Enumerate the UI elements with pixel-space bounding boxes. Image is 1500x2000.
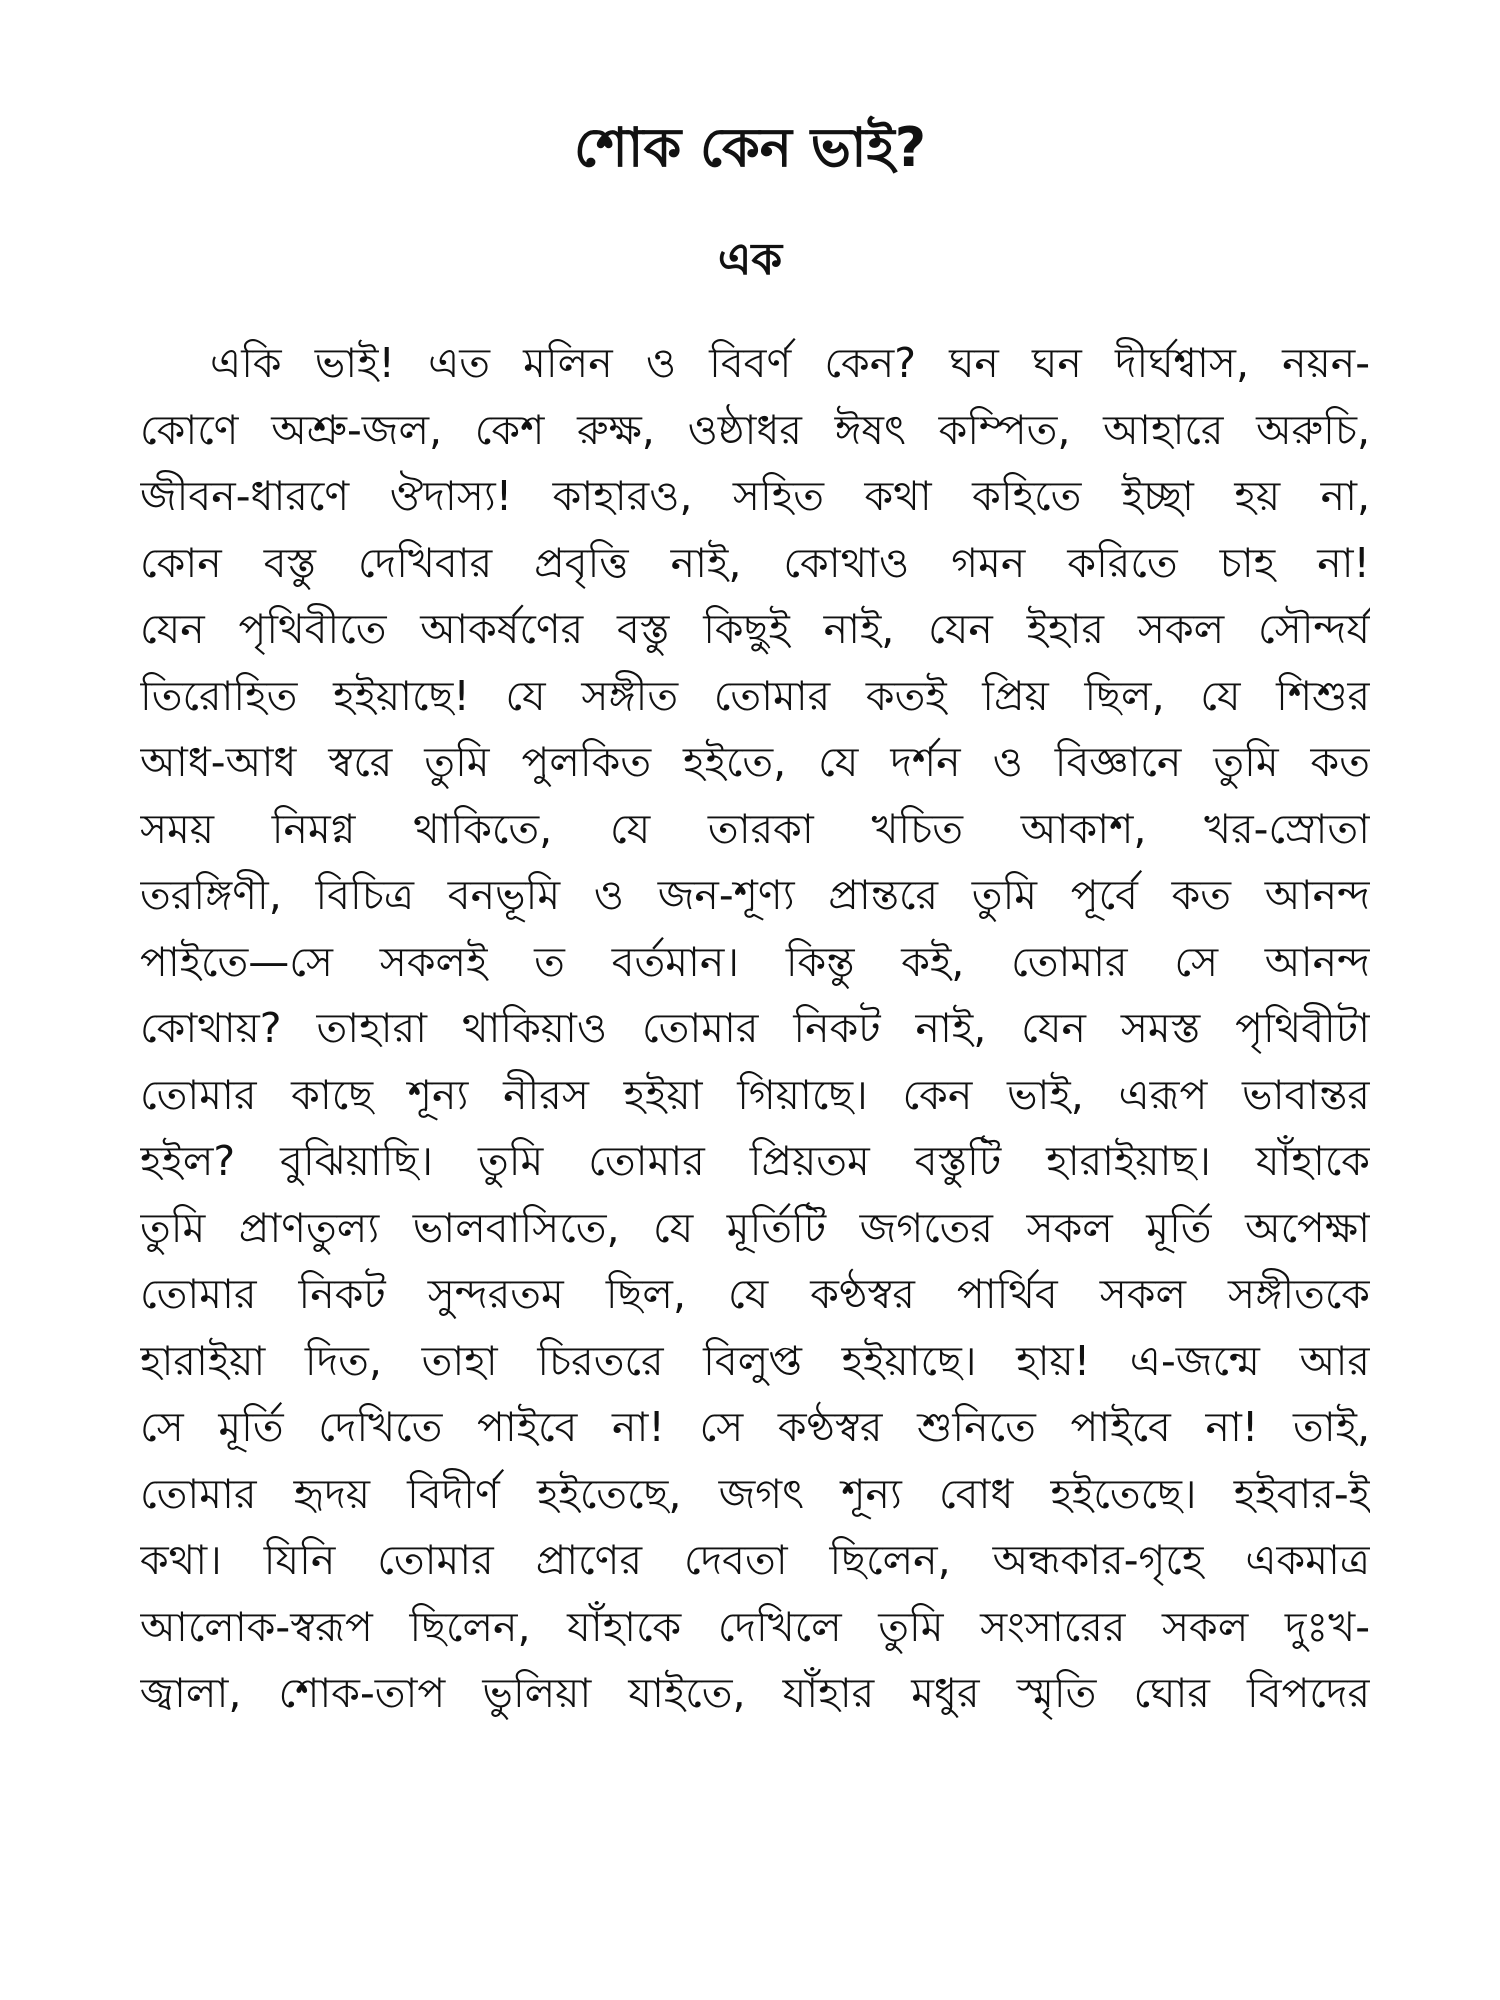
- text-line: যেন পৃথিবীতে আকর্ষণের বস্তু কিছুই নাই, যেন ইহার সকল সৌন্দর্য: [140, 605, 1370, 653]
- text-line: তোমার হৃদয় বিদীর্ণ হইতেছে, জগৎ শূন্য বোধ হইতেছে। হইবার-ই: [140, 1469, 1370, 1518]
- text-line: কথা। যিনি তোমার প্রাণের দেবতা ছিলেন, অন্ধকার-গৃহে একমাত্র: [140, 1536, 1370, 1584]
- body-paragraph: [140, 330, 1370, 1727]
- text-line: কোন বস্তু দেখিবার প্রবৃত্তি নাই, কোথাও গমন করিতে চাহ না!: [140, 538, 1370, 587]
- text-line: সে মূর্তি দেখিতে পাইবে না! সে কণ্ঠস্বর শুনিতে পাইবে না! তাই,: [140, 1403, 1370, 1451]
- text-line: তিরোহিত হইয়াছে! যে সঙ্গীত তোমার কতই প্রিয় ছিল, যে শিশুর: [140, 671, 1370, 720]
- text-line: কোথায়? তাহারা থাকিয়াও তোমার নিকট নাই, যেন সমস্ত পৃথিবীটা: [140, 1004, 1370, 1052]
- text-line: তোমার নিকট সুন্দরতম ছিল, যে কণ্ঠস্বর পার্থিব সকল সঙ্গীতকে: [140, 1270, 1370, 1318]
- text-line: সময় নিমগ্ন থাকিতে, যে তারকা খচিত আকাশ, খর-স্রোতা: [140, 804, 1370, 853]
- text-line: তোমার কাছে শূন্য নীরস হইয়া গিয়াছে। কেন ভাই, এরূপ ভাবান্তর: [140, 1070, 1370, 1119]
- text-line: কোণে অশ্রু-জল, কেশ রুক্ষ, ওষ্ঠাধর ঈষৎ কম্পিত, আহারে অরুচি,: [140, 405, 1370, 454]
- text-line: আলোক-স্বরূপ ছিলেন, যাঁহাকে দেখিলে তুমি সংসারের সকল দুঃখ-: [140, 1602, 1370, 1651]
- page-title: শোক কেন ভাই?: [573, 116, 927, 179]
- text-line: হারাইয়া দিত, তাহা চিরতরে বিলুপ্ত হইয়াছে। হায়! এ-জন্মে আর: [140, 1336, 1370, 1385]
- text-line: আধ-আধ স্বরে তুমি পুলকিত হইতে, যে দর্শন ও বিজ্ঞানে তুমি কত: [140, 738, 1370, 786]
- text-line: একি ভাই! এত মলিন ও বিবর্ণ কেন? ঘন ঘন দীর্ঘশ্বাস, নয়ন-: [210, 339, 1370, 387]
- text-line: জ্বালা, শোক-তাপ ভুলিয়া যাইতে, যাঁহার মধুর স্মৃতি ঘোর বিপদের: [140, 1669, 1370, 1717]
- section-heading: এক: [717, 234, 783, 285]
- text-line: জীবন-ধারণে ঔদাস্য! কাহারও, সহিত কথা কহিতে ইচ্ছা হয় না,: [140, 472, 1370, 520]
- text-line: তরঙ্গিণী, বিচিত্র বনভূমি ও জন-শূণ্য প্রান্তরে তুমি পূর্বে কত আনন্দ: [140, 871, 1370, 919]
- text-line: পাইতে—সে সকলই ত বর্তমান। কিন্তু কই, তোমার সে আনন্দ: [140, 937, 1370, 986]
- text-line: তুমি প্রাণতুল্য ভালবাসিতে, যে মূর্তিটি জগতের সকল মূর্তি অপেক্ষা: [140, 1203, 1370, 1252]
- text-line: হইল? বুঝিয়াছি। তুমি তোমার প্রিয়তম বস্তুটি হারাইয়াছ। যাঁহাকে: [140, 1137, 1370, 1185]
